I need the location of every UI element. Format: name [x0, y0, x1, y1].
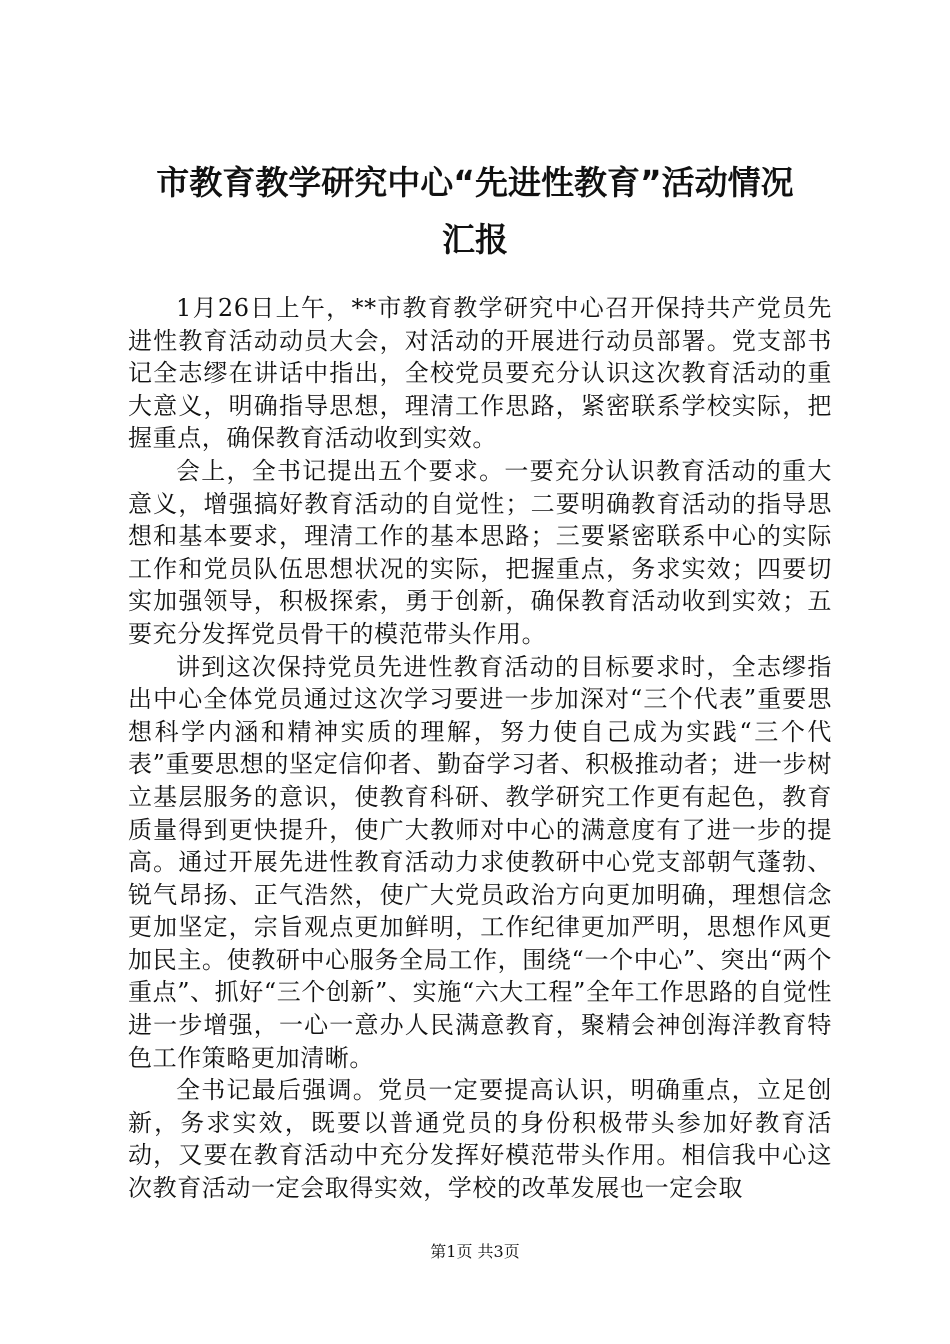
paragraph-3: 讲到这次保持党员先进性教育活动的目标要求时，全志缪指出中心全体党员通过这次学习要进一步加深对“三个代表”重要思想科学内涵和精神实质的理解，努力使自己成为实践“三个代表”重要思想的坚定信仰者、勤奋学习者、积极推动者；进一步树立基层服务的意识，使教育科研、教学研究工作更有起色，教育质量得到更快提升，使广大教师对中心的满意度有了进一步的提高。通过开展先进性教育活动力求使教研中心党支部朝气蓬勃、锐气昂扬、正气浩然，使广大党员政治方向更加明确，理想信念更加坚定，宗旨观点更加鲜明，工作纪律更加严明，思想作风更加民主。使教研中心服务全局工作，围绕“一个中心”、突出“两个重点”、抓好“三个创新”、实施“六大工程”全年工作思路的自觉性进一步增强，一心一意办人民满意教育，聚精会神创海洋教育特色工作策略更加清晰。 — [128, 652, 832, 1072]
document-title-line-1: 市教育教学研究中心“先进性教育”活动情况 — [156, 163, 794, 202]
page-number-footer: 第1页 共3页 — [430, 1242, 520, 1261]
paragraph-2: 会上，全书记提出五个要求。一要充分认识教育活动的重大意义，增强搞好教育活动的自觉性；二要明确教育活动的指导思想和基本要求，理清工作的基本思路；三要紧密联系中心的实际工作和党员队伍思想状况的实际，把握重点，务求实效；四要切实加强领导，积极探索，勇于创新，确保教育活动收到实效；五要充分发挥党员骨干的模范带头作用。 — [128, 456, 832, 648]
paragraph-1: 1月26日上午，**市教育教学研究中心召开保持共产党员先进性教育活动动员大会，对活动的开展进行动员部署。党支部书记全志缪在讲话中指出，全校党员要充分认识这次教育活动的重大意义，明确指导思想，理清工作思路，紧密联系学校实际，把握重点，确保教育活动收到实效。 — [128, 294, 832, 453]
paragraph-4: 全书记最后强调。党员一定要提高认识，明确重点，立足创新，务求实效，既要以普通党员的身份积极带头参加好教育活动，又要在教育活动中充分发挥好模范带头作用。相信我中心这次教育活动一定会取得实效，学校的改革发展也一定会取 — [128, 1076, 832, 1203]
document-title-line-2: 汇报 — [442, 220, 508, 259]
document-body — [128, 292, 832, 1205]
